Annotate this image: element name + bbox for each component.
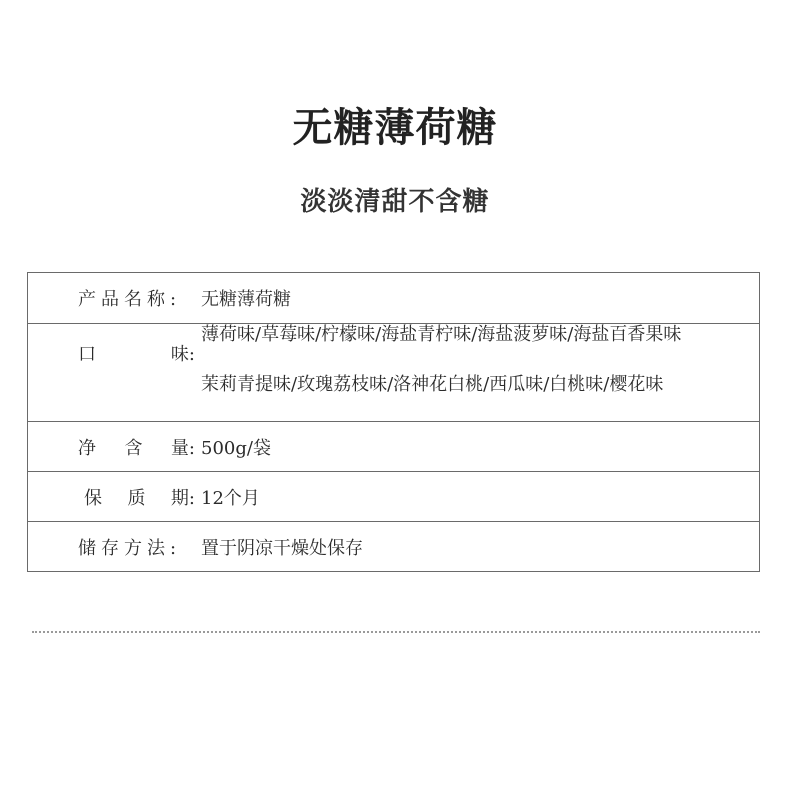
spec-value-flavor [195,308,759,408]
spec-row-storage [28,521,759,571]
product-subtitle: 淡淡清甜不含糖 [300,187,490,217]
spec-row-flavor [28,323,759,421]
spec-value-flavor-line2: 茉莉青提味/玫瑰荔枝味/洛神花白桃/西瓜味/白桃味/樱花味 [201,374,664,395]
spec-value-name: 无糖薄荷糖 [201,289,291,310]
spec-label-flavor-first: 口 [78,344,96,365]
spec-label-shelf-life-char-2: 质 [127,487,146,509]
spec-label-net-content-char-2: 含 [124,437,143,459]
spec-table [27,272,760,572]
spec-row-net-content [28,421,759,471]
spec-label-shelf-life [28,484,195,510]
spec-label-flavor-last: 味: [170,344,195,365]
spec-label-flavor [28,324,195,366]
spec-value-flavor-line1: 薄荷味/草莓味/柠檬味/海盐青柠味/海盐菠萝味/海盐百香果味 [201,324,682,345]
spec-label-shelf-life-char-3: 期: [170,487,195,509]
spec-label-net-content-wrap [78,434,195,460]
spec-label-storage [28,534,195,560]
spec-label-storage-text: 储存方法: [78,537,182,559]
spec-label-flavor-wrap [78,340,195,366]
spec-label-shelf-life-char-1: 保 [84,487,102,509]
spec-label-name-text: 产品名称: [78,289,182,310]
spec-value-storage: 置于阴凉干燥处保存 [201,537,363,559]
spec-label-net-content [28,434,195,460]
spec-label-name [28,285,195,311]
dotted-divider [32,631,760,633]
spec-label-shelf-life-wrap [78,484,195,510]
spec-row-shelf-life [28,471,759,521]
spec-value-shelf-life: 12个月 [201,487,260,509]
spec-label-net-content-char-3: 量: [170,437,195,459]
spec-label-net-content-char-1: 净 [78,437,96,459]
product-title: 无糖薄荷糖 [292,104,498,151]
spec-value-net-content: 500g/袋 [201,437,271,459]
